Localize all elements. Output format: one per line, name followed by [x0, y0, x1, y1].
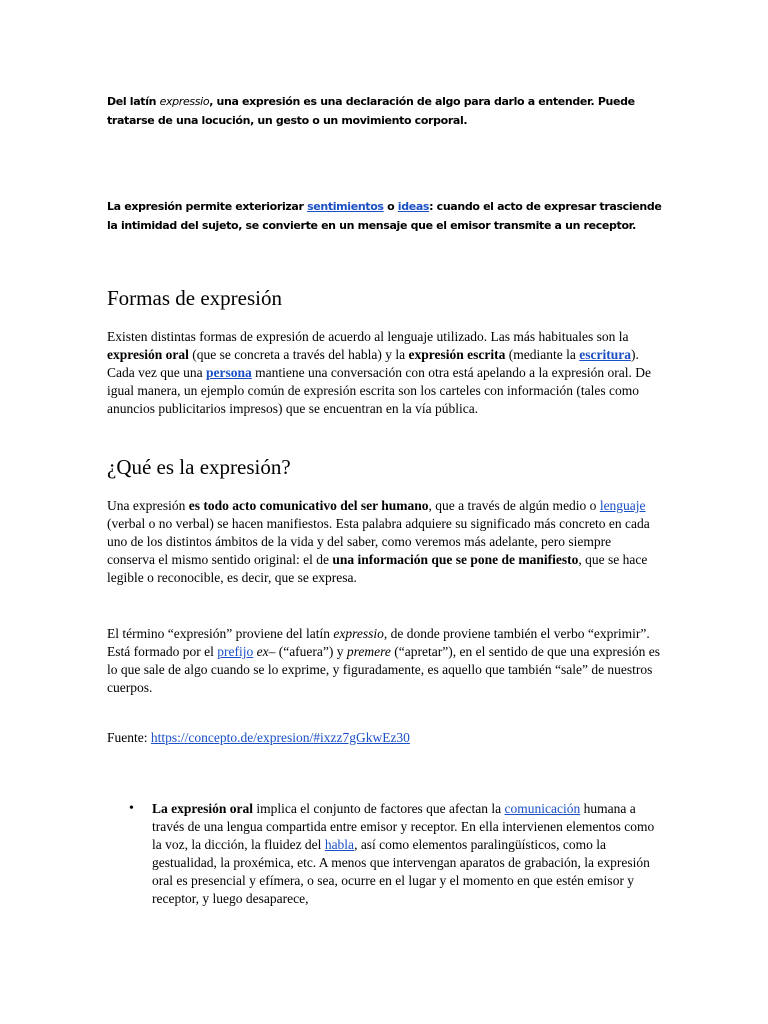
list-item — [107, 800, 662, 908]
link-sentimientos[interactable]: sentimientos — [307, 200, 384, 213]
bold-term: una información que se pone de manifiesto — [332, 552, 579, 567]
text: , que a través de algún medio o — [428, 498, 600, 513]
text: , que se hace legible o reconocible, es decir, que se expresa. — [107, 552, 648, 585]
bold-term: expresión escrita — [408, 347, 506, 362]
link-comunicacion[interactable]: comunicación — [504, 801, 581, 816]
text: (“apretar”), en el sentido de que una expresión es lo que sale de algo cuando se lo exprime, y figuradamente, es aquello que también “sale” de nuestros cuerpos. — [107, 644, 661, 695]
formas-paragraph — [107, 328, 662, 418]
link-habla[interactable]: habla — [324, 837, 355, 852]
bullet-list — [107, 800, 662, 908]
text: Del latín — [107, 95, 160, 108]
intro-paragraph-2 — [107, 197, 662, 235]
link-lenguaje[interactable]: lenguaje — [599, 498, 646, 513]
text: ). Cada vez que una — [107, 347, 639, 380]
bold-term: expresión oral — [107, 347, 189, 362]
heading-que-es-la-expresion: ¿Qué es la expresión? — [107, 455, 291, 479]
definition-paragraph — [107, 497, 662, 587]
text: mantiene una conversación con otra está apelando a la expresión oral. De igual manera, un ejemplo común de expresión escrita son los carteles con información (tales como anuncios publicitarios impresos) que se encuentran en la vía pública. — [107, 365, 651, 416]
text: (que se concreta a través del habla) y la — [188, 347, 409, 362]
text: o — [383, 200, 398, 213]
etymology-paragraph — [107, 625, 662, 697]
source-line — [107, 729, 662, 747]
latin-term: expressio — [333, 626, 384, 641]
text: (verbal o no verbal) se hacen manifiestos. Esta palabra adquiere su significado más concreto en cada uno de los distintos ámbitos de la vida y del saber, como veremos más adelante, pero siempre conserva el mismo sentido original: el de — [107, 516, 650, 567]
source-label: Fuente: — [107, 730, 151, 745]
source-link[interactable]: https://concepto.de/expresion/#ixzz7gGkwEz30 — [150, 730, 410, 745]
text: : cuando el acto de expresar trasciende la intimidad del sujeto, se convierte en un mensaje que el emisor transmite a un receptor. — [107, 200, 662, 232]
latin-term: premere — [346, 644, 391, 659]
text: humana a través de una lengua compartida entre emisor y receptor. En ella intervienen elementos como la voz, la dicción, la fluidez del — [152, 801, 655, 852]
link-prefijo[interactable]: prefijo — [217, 644, 254, 659]
latin-term: ex — [256, 644, 269, 659]
text: Una expresión — [107, 498, 189, 513]
link-escritura[interactable]: escritura — [579, 347, 631, 362]
bold-term: es todo acto comunicativo del ser humano — [188, 498, 429, 513]
link-ideas[interactable]: ideas — [397, 200, 430, 213]
text: – (“afuera”) y — [268, 644, 347, 659]
text: implica el conjunto de factores que afectan la — [253, 801, 505, 816]
text: Existen distintas formas de expresión de acuerdo al lenguaje utilizado. Las más habituales son la — [107, 329, 629, 344]
link-persona[interactable]: persona — [205, 365, 252, 380]
text: , una expresión es una declaración de algo para darlo a entender. Puede tratarse de una locución, un gesto o un movimiento corporal. — [107, 95, 635, 127]
bold-term: La expresión oral — [152, 801, 253, 816]
intro-paragraph-1 — [107, 92, 662, 130]
text: , así como elementos paralingüísticos, como la gestualidad, la proxémica, etc. A menos que intervengan aparatos de grabación, la expresión oral es presencial y efímera, o sea, ocurre en el lugar y el momento en que estén emisor y receptor, y luego desaparece, — [152, 837, 650, 906]
text: (mediante la — [505, 347, 580, 362]
text: El término “expresión” proviene del latín — [107, 626, 334, 641]
bullet-icon: • — [129, 801, 134, 816]
text: , de donde proviene también el verbo “exprimir”. Está formado por el — [107, 626, 650, 659]
latin-term: expressio — [159, 95, 210, 108]
heading-formas-de-expresion: Formas de expresión — [107, 286, 282, 310]
text: La expresión permite exteriorizar — [107, 200, 308, 213]
